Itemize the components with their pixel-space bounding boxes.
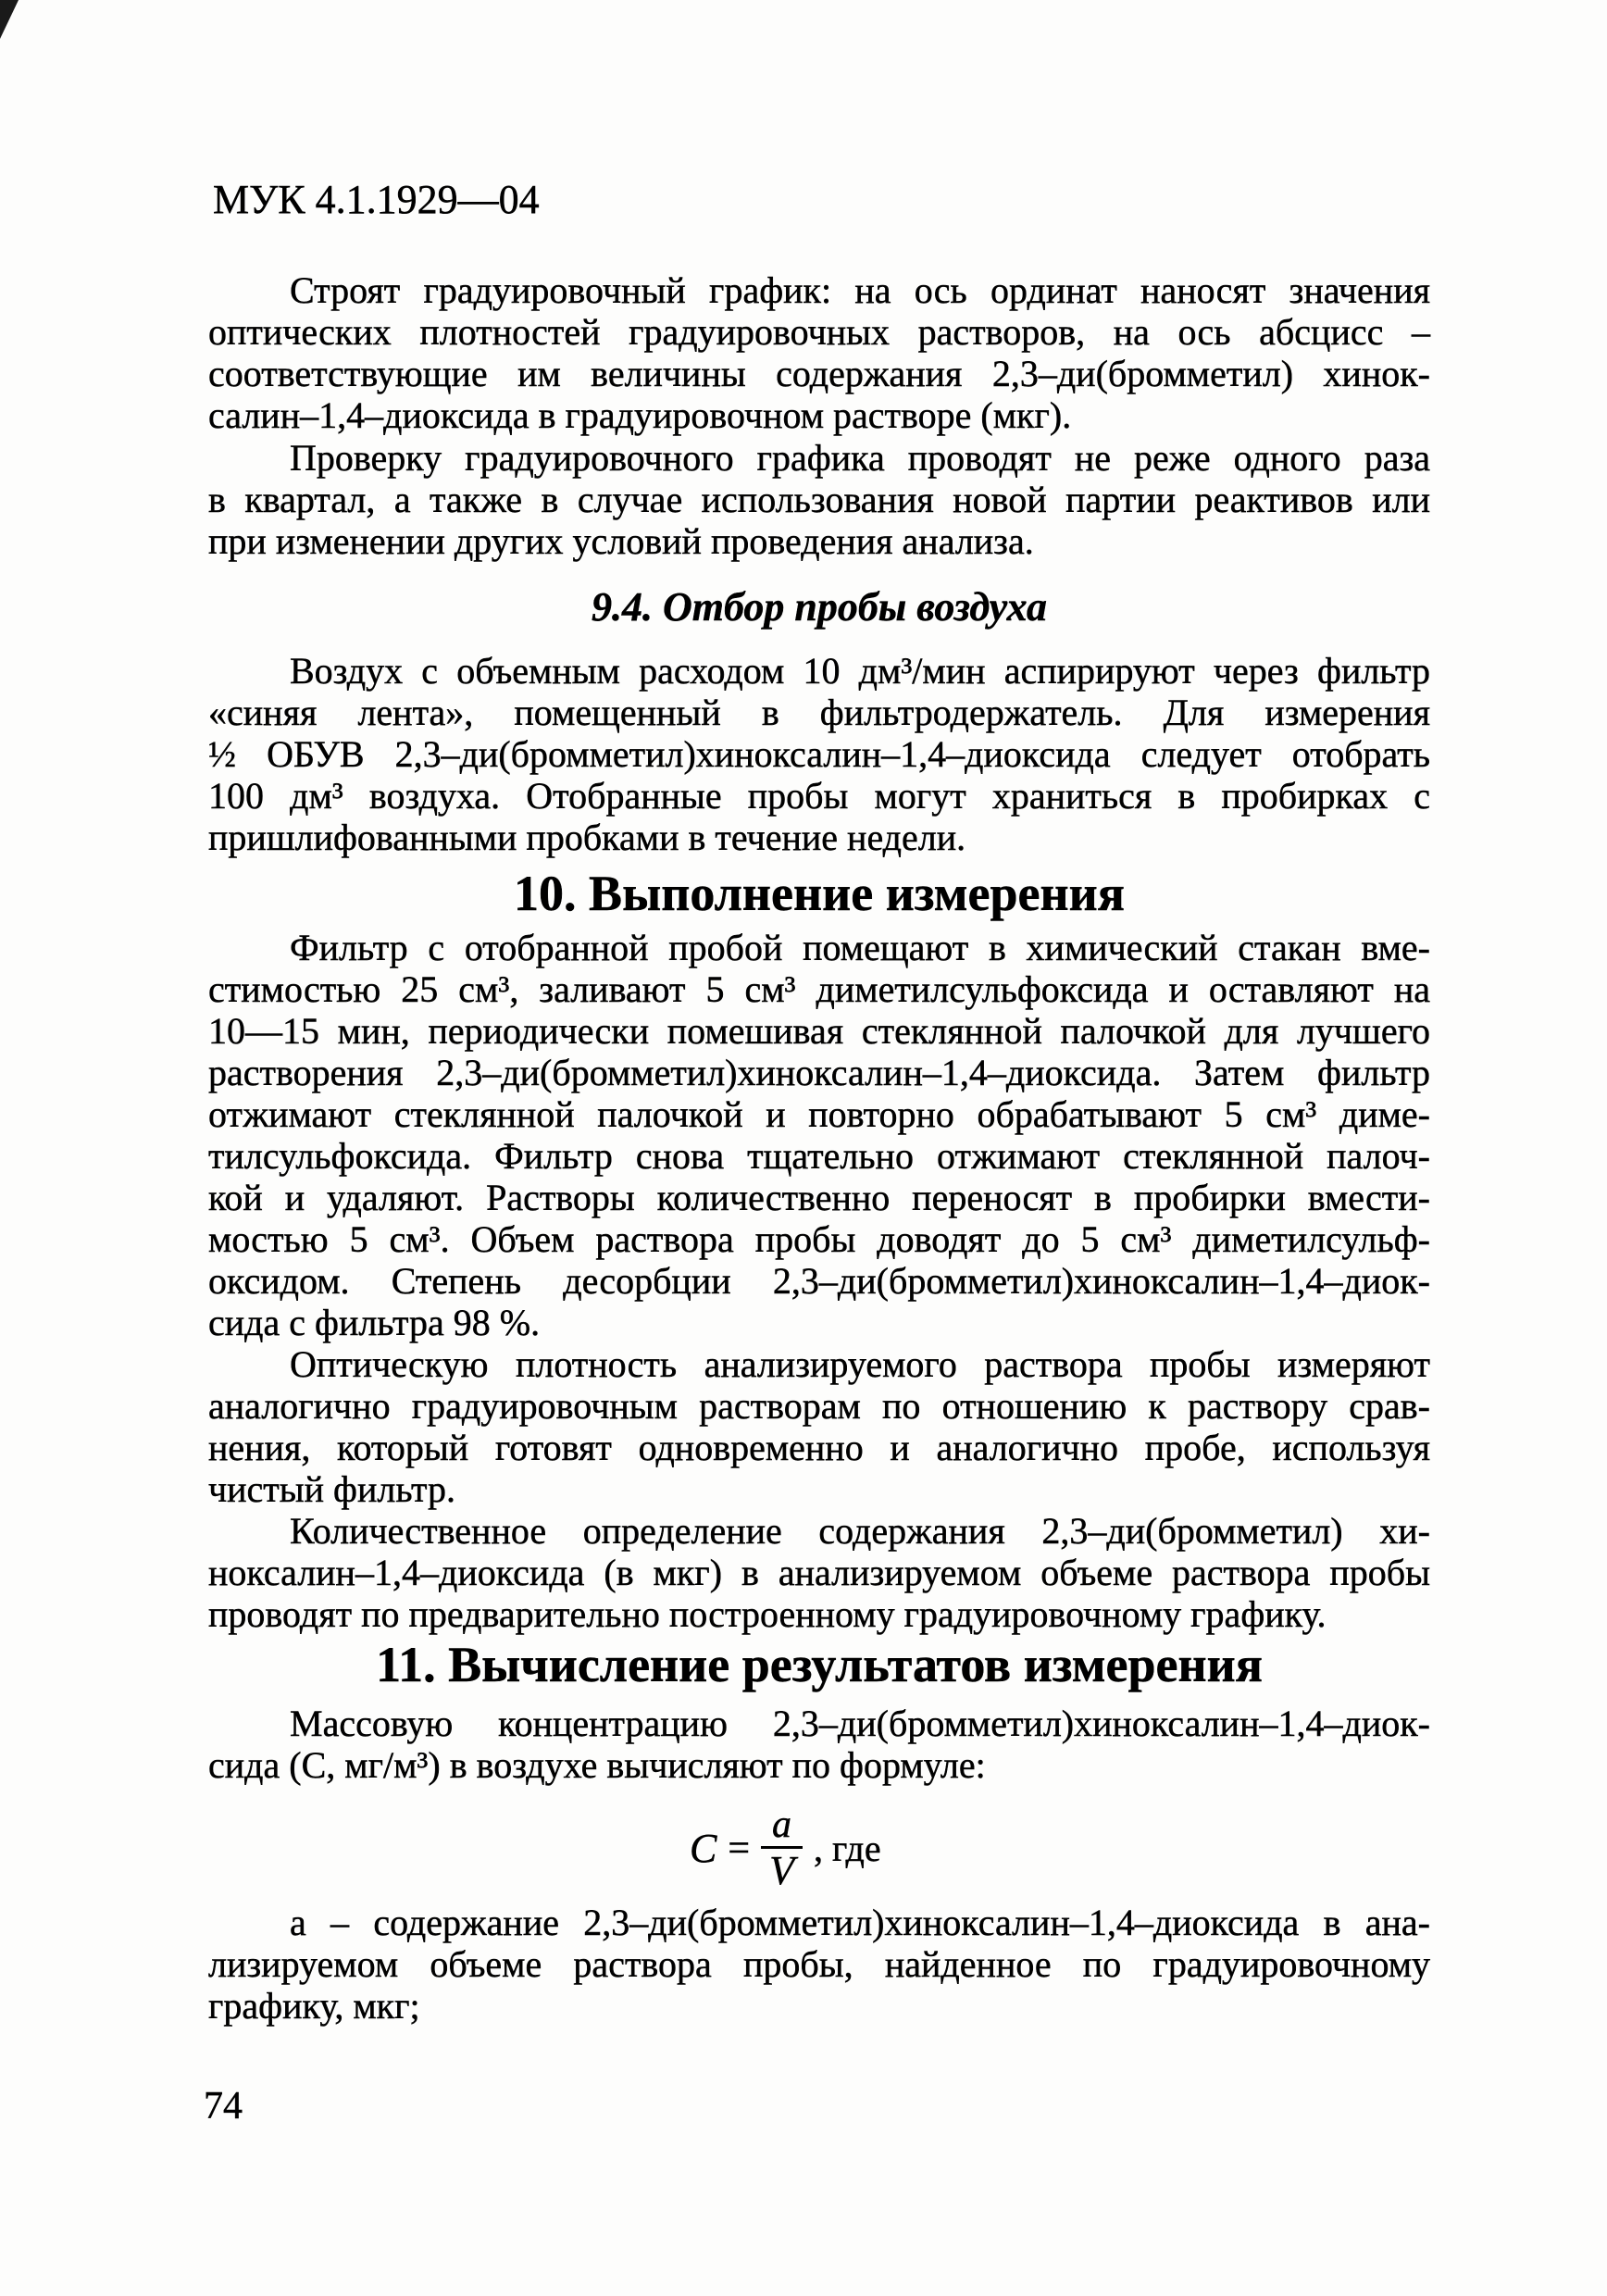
scan-artifact <box>0 0 19 39</box>
formula-suffix: , где <box>814 1828 881 1869</box>
formula-concentration <box>690 1803 881 1893</box>
text-line: Проверку градуировочного графика проводят не реже одного раза <box>290 437 1430 479</box>
text-line: лизируемом объеме раствора пробы, найденное по градуировочному <box>208 1943 1430 1985</box>
text-line: ½ ОБУВ 2,3–ди(бромметил)хиноксалин–1,4–диоксида следует отобрать <box>208 733 1430 775</box>
text-line: 10—15 мин, периодически помешивая стеклянной палочкой для лучшего <box>208 1010 1430 1052</box>
text-line: стимостью 25 см³, заливают 5 см³ диметилсульфоксида и оставляют на <box>208 968 1430 1010</box>
paragraph-1 <box>208 269 1430 436</box>
paragraph-6 <box>208 1510 1430 1635</box>
section-heading-11: 11. Вычисление результатов измерения <box>376 1637 1263 1692</box>
page-number: 74 <box>204 2085 243 2128</box>
text-line: Массовую концентрацию 2,3–ди(бромметил)хиноксалин–1,4–диок- <box>290 1703 1430 1744</box>
document-code-header: МУК 4.1.1929—04 <box>213 177 540 222</box>
text-line: мостью 5 см³. Объем раствора пробы доводят до 5 см³ диметилсульф- <box>208 1218 1430 1260</box>
text-line: соответствующие им величины содержания 2,3–ди(бромметил) хинок- <box>208 353 1430 394</box>
section-heading-10: 10. Выполнение измерения <box>514 866 1125 921</box>
formula-equals-sign: = <box>728 1827 751 1870</box>
paragraph-3 <box>208 650 1430 858</box>
text-line: проводят по предварительно построенному градуировочному графику. <box>208 1593 1327 1635</box>
text-line: «синяя лента», помещенный в фильтродержатель. Для измерения <box>208 692 1430 733</box>
text-line: ноксалин–1,4–диоксида (в мкг) в анализируемом объеме раствора пробы <box>208 1552 1430 1593</box>
text-line: а – содержание 2,3–ди(бромметил)хиноксалин–1,4–диоксида в ана- <box>290 1902 1430 1943</box>
text-line: салин–1,4–диоксида в градуировочном растворе (мкг). <box>208 394 1072 436</box>
text-line: оптических плотностей градуировочных растворов, на ось абсцисс – <box>208 311 1430 353</box>
formula-numerator: a <box>761 1803 803 1849</box>
text-line: сида (С, мг/м³) в воздухе вычисляют по формуле: <box>208 1744 986 1786</box>
text-line: при изменении других условий проведения анализа. <box>208 520 1034 562</box>
formula-denominator: V <box>769 1848 794 1893</box>
text-line: сида с фильтра 98 %. <box>208 1302 541 1343</box>
text-line: Количественное определение содержания 2,3–ди(бромметил) хи- <box>290 1510 1430 1552</box>
paragraph-4 <box>208 927 1430 1343</box>
text-line: пришлифованными пробками в течение недели. <box>208 817 966 858</box>
text-line: оксидом. Степень десорбции 2,3–ди(бромметил)хиноксалин–1,4–диок- <box>208 1260 1430 1302</box>
paragraph-8 <box>208 1902 1430 2027</box>
formula-lhs: C <box>690 1826 717 1871</box>
text-line: нения, который готовят одновременно и аналогично пробе, используя <box>208 1427 1430 1468</box>
text-line: в квартал, а также в случае использования новой партии реактивов или <box>208 479 1430 520</box>
paragraph-5 <box>208 1343 1430 1510</box>
text-line: отжимают стеклянной палочкой и повторно обрабатывают 5 см³ диме- <box>208 1093 1430 1135</box>
section-heading-9-4: 9.4. Отбор пробы воздуха <box>591 584 1048 630</box>
text-line: 100 дм³ воздуха. Отобранные пробы могут храниться в пробирках с <box>208 775 1430 817</box>
text-line: Строят градуировочный график: на ось ординат наносят значения <box>290 269 1430 311</box>
text-line: кой и удаляют. Растворы количественно переносят в пробирки вмести- <box>208 1177 1430 1218</box>
paragraph-7 <box>208 1703 1430 1786</box>
text-line: графику, мкг; <box>208 1985 420 2027</box>
text-line: растворения 2,3–ди(бромметил)хиноксалин–1,4–диоксида. Затем фильтр <box>208 1052 1430 1093</box>
text-line: чистый фильтр. <box>208 1468 456 1510</box>
text-line: тилсульфоксида. Фильтр снова тщательно отжимают стеклянной палоч- <box>208 1135 1430 1177</box>
text-line: Воздух с объемным расходом 10 дм³/мин аспирируют через фильтр <box>290 650 1430 692</box>
formula-fraction <box>761 1803 803 1893</box>
text-line: Оптическую плотность анализируемого раствора пробы измеряют <box>290 1343 1430 1385</box>
text-line: Фильтр с отобранной пробой помещают в химический стакан вме- <box>290 927 1430 968</box>
paragraph-2 <box>208 437 1430 562</box>
text-line: аналогично градуировочным растворам по отношению к раствору срав- <box>208 1385 1430 1427</box>
